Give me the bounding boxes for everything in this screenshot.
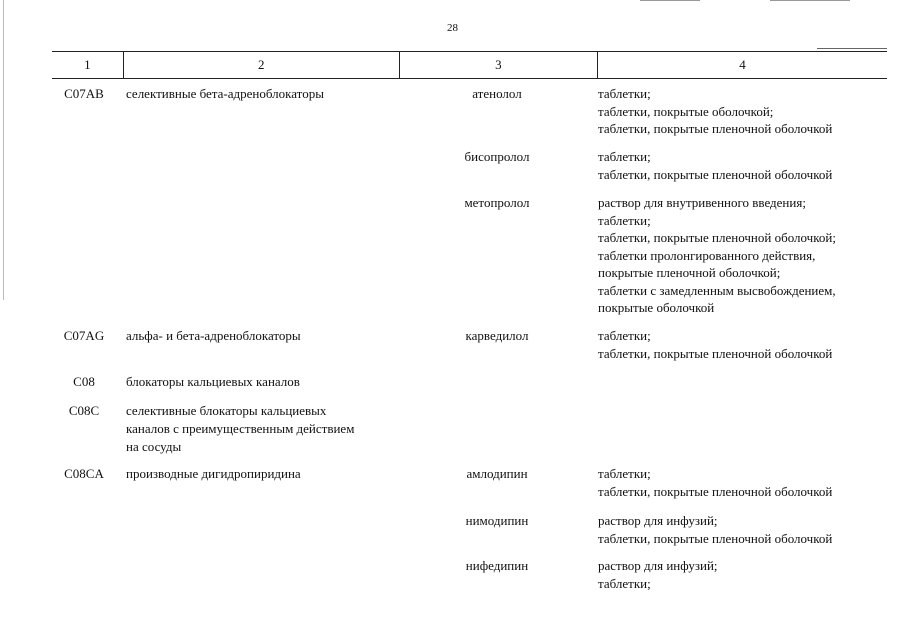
group-name-line: на сосуды [126, 439, 182, 454]
dosage-form: таблетки с замедленным высвобождением, [598, 282, 836, 298]
group-name: селективные бета-адреноблокаторы [126, 86, 324, 101]
column-header-3: 3 [399, 52, 597, 78]
dosage-forms [598, 85, 888, 138]
atc-code: C08 [73, 374, 95, 389]
dosage-forms [598, 148, 888, 183]
drug-name: нифедипин [465, 558, 529, 573]
column-header-2: 2 [123, 52, 399, 78]
atc-code: C07AG [63, 328, 105, 343]
drug-name: амлодипин [466, 466, 528, 481]
drug-name: метопролол [464, 195, 530, 210]
dosage-form: таблетки; [598, 212, 651, 228]
atc-code: C08C [68, 403, 100, 418]
column-header-1: 1 [84, 57, 91, 72]
table-header [52, 51, 887, 79]
dosage-form: таблетки; [598, 86, 651, 101]
dosage-form: таблетки; [598, 575, 651, 591]
dosage-form: таблетки; [598, 466, 651, 481]
group-name: блокаторы кальциевых каналов [126, 374, 300, 389]
dosage-form: таблетки пролонгированного действия, [598, 247, 816, 263]
dosage-form: таблетки, покрытые пленочной оболочкой [598, 121, 833, 136]
group-name-line: каналов с преимущественным действием [126, 421, 355, 436]
dosage-forms [598, 512, 888, 547]
dosage-form: таблетки, покрытые пленочной оболочкой [598, 530, 833, 546]
dosage-form: покрытые пленочной оболочкой; [598, 265, 781, 280]
dosage-forms [598, 465, 888, 500]
atc-code: C08CA [64, 466, 104, 481]
dosage-form: раствор для инфузий; [598, 558, 718, 573]
scan-mark [640, 0, 700, 1]
drug-name: атенолол [472, 86, 522, 101]
dosage-form: покрытые оболочкой [598, 300, 715, 315]
group-name-line: селективные блокаторы кальциевых [126, 403, 327, 418]
dosage-form: таблетки, покрытые оболочкой; [598, 103, 774, 119]
group-name: производные дигидропиридина [126, 466, 301, 481]
dosage-form: таблетки, покрытые пленочной оболочкой [598, 483, 833, 499]
drug-name: карведилол [465, 328, 529, 343]
dosage-forms [598, 194, 888, 317]
page-number: 28 [447, 22, 458, 34]
dosage-form: таблетки; [598, 149, 651, 164]
drug-name: нимодипин [465, 513, 529, 528]
dosage-form: таблетки; [598, 328, 651, 343]
column-header-4: 4 [597, 52, 887, 78]
dosage-form: таблетки, покрытые пленочной оболочкой; [598, 230, 836, 245]
dosage-form: раствор для инфузий; [598, 513, 718, 528]
dosage-forms [598, 327, 888, 362]
drug-name: бисопролол [464, 149, 530, 164]
scan-mark [817, 48, 887, 49]
dosage-form: таблетки, покрытые пленочной оболочкой [598, 345, 833, 361]
dosage-forms [598, 557, 888, 592]
group-name [126, 402, 396, 456]
scan-mark [770, 0, 850, 1]
dosage-form: таблетки, покрытые пленочной оболочкой [598, 166, 833, 182]
group-name: альфа- и бета-адреноблокаторы [126, 328, 301, 343]
dosage-form: раствор для внутривенного введения; [598, 195, 806, 210]
atc-code: C07AB [64, 86, 104, 101]
scan-margin-line [3, 0, 4, 300]
